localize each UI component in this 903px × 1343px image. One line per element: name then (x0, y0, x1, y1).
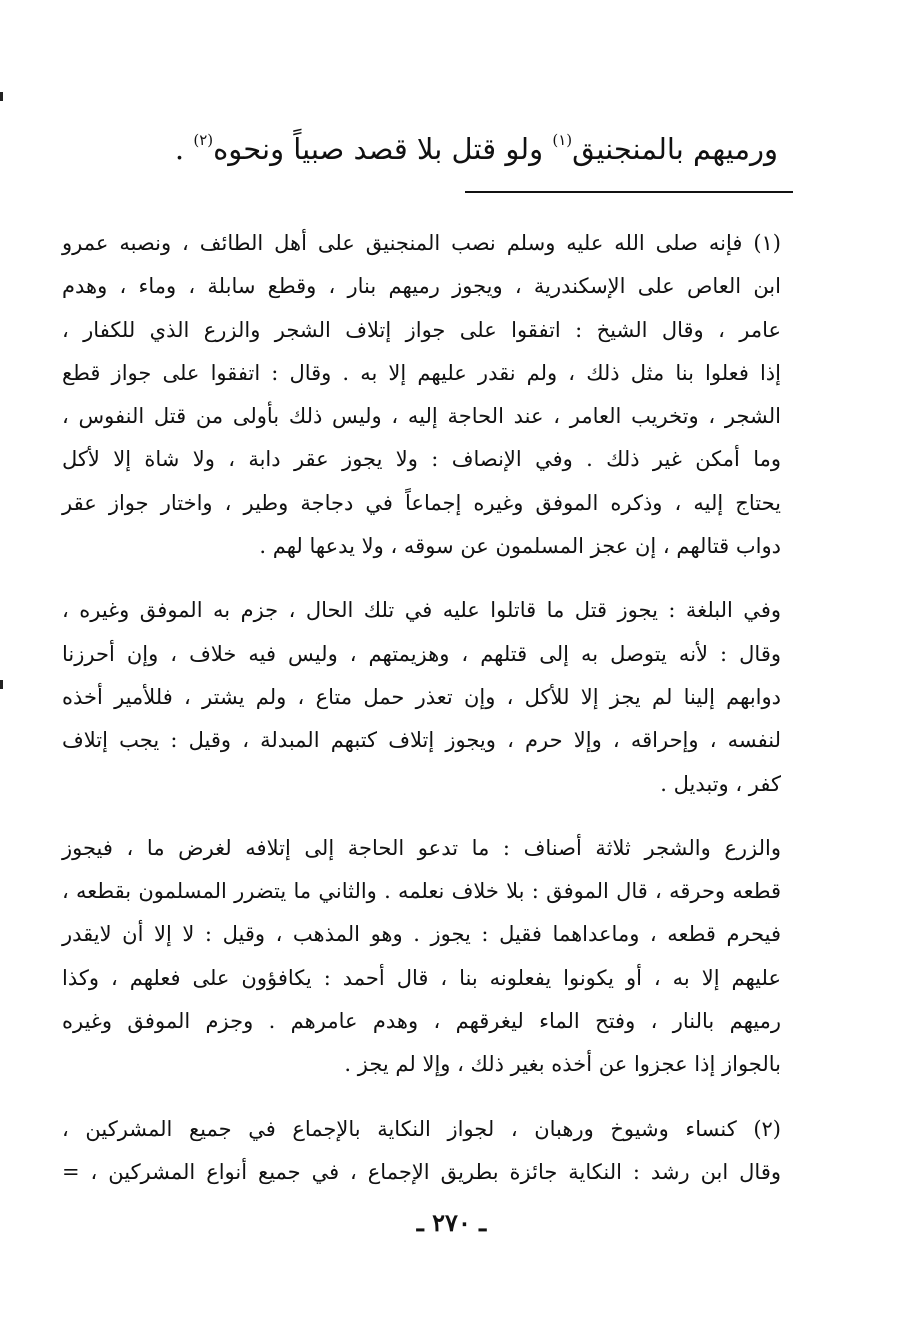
footnote-line: وفي البلغة : يجوز قتل ما قاتلوا عليه في تلك الحال ، جزم به الموفق وغيره ، (62, 598, 781, 623)
scan-edge-mark (0, 92, 3, 101)
footnote-line: وقال ابن رشد : النكاية جائزة بطريق الإجماع ، في جميع أنواع المشركين ، = (62, 1159, 781, 1184)
footnote-line: والزرع والشجر ثلاثة أصناف : ما تدعو الحاجة إلى إتلافه لغرض ما ، فيجوز (62, 835, 781, 860)
footnote-paragraph-3 (62, 827, 781, 1087)
footnotes-block (62, 222, 781, 1194)
main-text-line (130, 118, 778, 171)
footnote-ref-1: (١) (552, 131, 573, 149)
footnote-line: وقال : لأنه يتوصل به إلى قتلهم ، وهزيمتهم ، وليس فيه خلاف ، وإن أحرزنا (62, 641, 781, 666)
main-text-part-1: ورميهم بالمنجنيق (572, 132, 778, 166)
footnote-line: دوابهم إلينا لم يجز إلا للأكل ، وإن تعذر حمل متاع ، ولم يشتر ، فللأمير أخذه (62, 684, 781, 709)
footnote-separator-rule (465, 191, 793, 193)
main-text-part-2: ولو قتل بلا قصد صبياً ونحوه (213, 132, 544, 166)
footnote-paragraph-1 (62, 222, 781, 568)
footnote-line: رميهم بالنار ، وفتح الماء ليغرقهم ، وهدم عامرهم . وجزم الموفق وغيره (62, 1009, 781, 1034)
footnote-paragraph-4 (62, 1108, 781, 1195)
footnote-ref-2: (٢) (193, 131, 214, 149)
footnote-line: إذا فعلوا بنا مثل ذلك ، ولم نقدر عليهم إلا به . وقال : اتفقوا على جواز قطع (62, 360, 781, 385)
footnote-paragraph-2 (62, 589, 781, 805)
footnote-line: يحتاج إليه ، وذكره الموفق وغيره إجماعاً في دجاجة وطير ، واختار جواز عقر (62, 490, 781, 515)
footnote-line: لنفسه ، وإحراقه ، وإلا حرم ، ويجوز إتلاف كتبهم المبدلة ، وقيل : يجب إتلاف (62, 728, 781, 753)
scan-edge-mark (0, 680, 3, 689)
page-number: ـ ٢٧٠ ـ (416, 1208, 487, 1237)
footnote-line: عليهم إلا به ، أو يكونوا يفعلونه بنا ، قال أحمد : يكافؤون على فعلهم ، وكذا (62, 965, 781, 990)
footnote-line: (١) فإنه صلى الله عليه وسلم نصب المنجنيق على أهل الطائف ، ونصبه عمرو (62, 231, 781, 255)
footnote-line: وما أمكن غير ذلك . وفي الإنصاف : ولا يجوز عقر دابة ، ولا شاة إلا لأكل (62, 447, 781, 472)
footnote-line: فيحرم قطعه ، وماعداهما فقيل : يجوز . وهو المذهب ، وقيل : لا إلا أن لايقدر (62, 922, 781, 947)
footnote-line: ابن العاص على الإسكندرية ، ويجوز رميهم بنار ، وقطع سابلة ، وماء ، وهدم (62, 274, 781, 299)
footnote-line: بالجواز إذا عجزوا عن أخذه بغير ذلك ، وإلا لم يجز . (344, 1052, 781, 1077)
footnote-line: كفر ، وتبديل . (660, 771, 781, 796)
footnote-line: الشجر ، وتخريب العامر ، عند الحاجة إليه ، وليس ذلك بأولى من قتل النفوس ، (62, 404, 781, 429)
footnote-line: (٢) كنساء وشيوخ ورهبان ، لجواز النكاية بالإجماع في جميع المشركين ، (62, 1116, 781, 1141)
footnote-line: دواب قتالهم ، إن عجز المسلمون عن سوقه ، ولا يدعها لهم . (259, 534, 781, 559)
footnote-line: عامر ، وقال الشيخ : اتفقوا على جواز إتلاف الشجر والزرع الذي للكفار ، (62, 317, 781, 342)
footnote-line: قطعه وحرقه ، قال الموفق : بلا خلاف نعلمه . والثاني ما يتضرر المسلمون بقطعه ، (62, 879, 781, 904)
main-text-end: . (174, 132, 185, 166)
